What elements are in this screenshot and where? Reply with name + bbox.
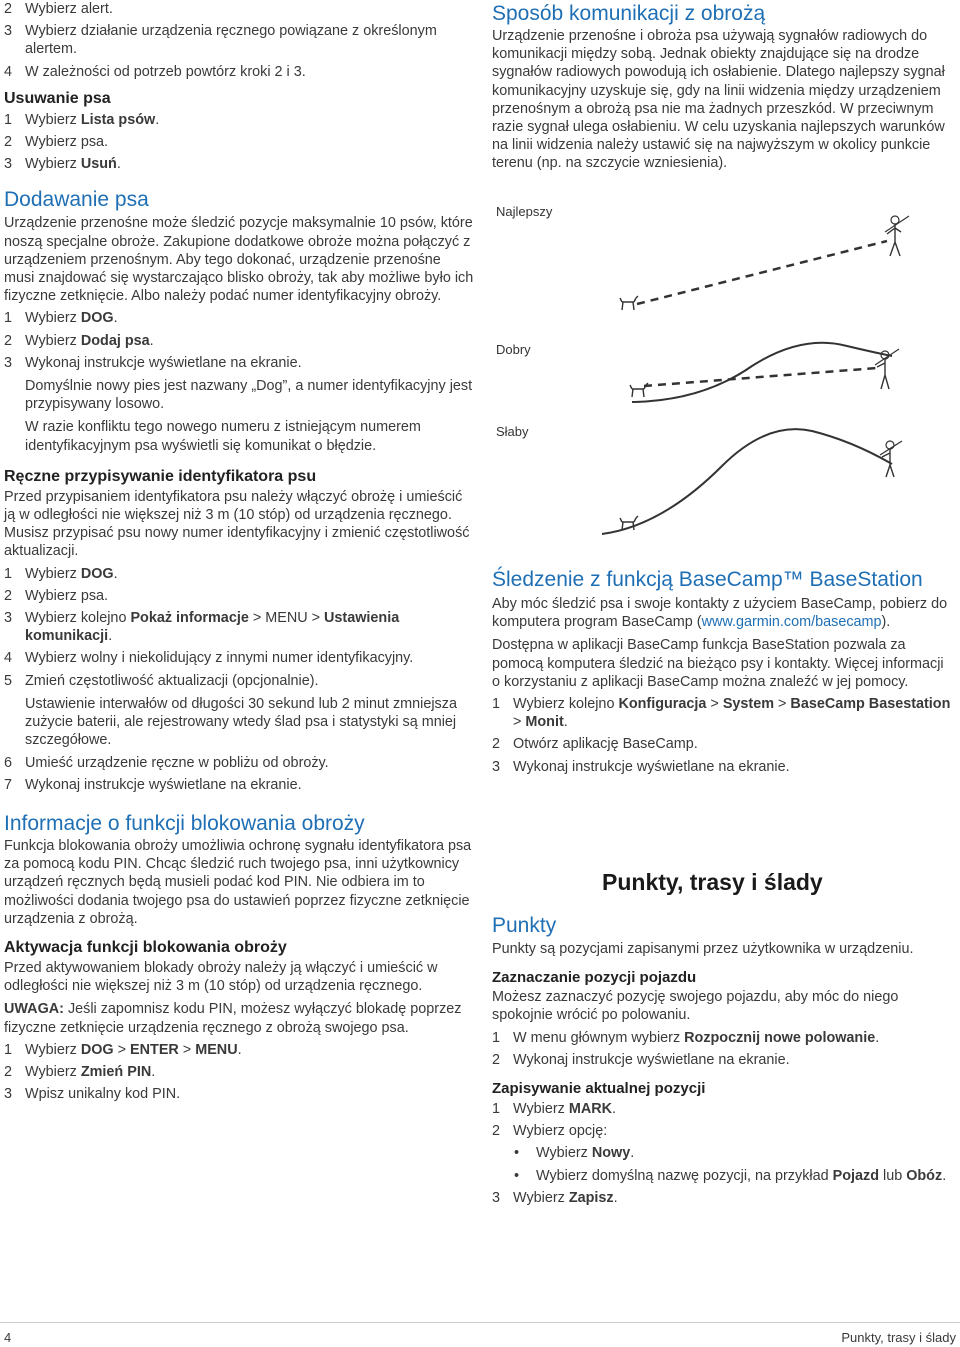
list-item: 3 Wykonaj instrukcje wyświetlane na ekranie. [492,758,790,775]
hill-weak [602,429,892,534]
chapter-title: Punkty, trasy i ślady [602,869,823,895]
hunter-icon [885,216,909,256]
label-good: Dobry [496,342,531,357]
basecamp-link[interactable]: www.garmin.com/basecamp [701,614,882,631]
section-heading-dodawanie: Dodawanie psa [4,188,149,212]
paragraph: Możesz zaznaczyć pozycję swojego pojazdu, aby móc do niego spokojnie wrócić po polowaniu. [492,989,899,1024]
list-item: 1 Wybierz DOG > ENTER > MENU. [4,1041,242,1058]
list-item: 1 W menu głównym wybierz Rozpocznij nowe polowanie. [492,1029,880,1046]
hill-good [632,343,892,402]
section-heading-punkty: Punkty [492,914,557,937]
right-column-bottom [492,914,954,1207]
list-item: 2 Otwórz aplikację BaseCamp. [492,736,698,753]
signal-strength-figure [492,196,954,536]
list-item: 3 Wybierz działanie urządzenia ręcznego powiązane z określonym alertem. [4,23,437,58]
list-item: 5 Zmień częstotliwość aktualizacji (opcjonalnie). [4,672,319,689]
section-heading-reczne: Ręczne przypisywanie identyfikatora psu [4,467,317,485]
list-item: 4 Wybierz wolny i niekolidujący z innymi numer identyfikacyjny. [4,650,414,667]
paragraph: Urządzenie przenośne może śledzić pozycje maksymalnie 10 psów, które noszą specjalne obroże. Zakupione dodatkowe obroże można połączyć z urządzeniem przenośnym. Aby tego dokonać, urządzenie przenośne musi znajdować się wystarczająco blisko obroży, tak aby możliwe było ich fizyczne zetknięcie. Albo należy podać numer identyfikacyjny obroży. [4,215,474,305]
label-best: Najlepszy [496,204,553,219]
list-item: 2 Wybierz psa. [4,134,109,151]
dog-icon [630,383,648,397]
list-item: 1 Wybierz MARK. [492,1101,617,1118]
bullet-item: • Wybierz Nowy. [514,1145,635,1162]
section-heading-pojazd: Zaznaczanie pozycji pojazdu [492,969,697,987]
list-item: 1 Wybierz kolejno Konfiguracja > System > BaseCamp Basestation > Monit. [492,696,951,731]
list-item: 3 Wybierz Usuń. [4,156,121,173]
signal-line-good [644,368,877,386]
list-item: 2 Wybierz opcję: [492,1123,608,1140]
footer-section-title: Punkty, trasy i ślady [841,1330,956,1345]
section-heading-aktywacja: Aktywacja funkcji blokowania obroży [4,938,287,956]
list-item: 3 Wpisz unikalny kod PIN. [4,1086,181,1103]
paragraph: Urządzenie przenośne i obroża psa używają sygnałów radiowych do komunikacji między sobą. Jednak obiekty znajdujące się na drodze sygnałów radiowych powodują ich osłabienie. Dlatego najlepszy sygnał komunikacyjny uzyskuje się, gdy na linii widzenia między urządzeniem przenośnym a obrożą psa nie ma żadnych przeszkód. W przeciwnym razie sygnał ulega osłabieniu. W celu uzyskania najlepszych warunków na linii widzenia należy ustawić się na najwyższym w okolicy punkcie terenu (np. na szczycie wzniesienia). [492,28,945,172]
list-item: 7 Wykonaj instrukcje wyświetlane na ekranie. [4,776,302,793]
list-item: 2 Wybierz Zmień PIN. [4,1063,156,1080]
paragraph: Przed przypisaniem identyfikatora psu należy włączyć obrożę i umieścić ją w odległości nie większej niż 3 m (10 stóp) od urządzenia ręcznego. Musisz przypisać psu nowy numer identyfikacyjny i zmienić częstotliwość aktualizacji. [4,488,470,560]
page-number: 4 [4,1330,12,1345]
list-item: 2 Wybierz alert. [4,1,113,17]
right-column [492,0,954,173]
left-column [4,0,474,1103]
right-column-lower [492,568,954,776]
list-item: 6 Umieść urządzenie ręczne w pobliżu od obroży. [4,754,329,771]
list-item: 2 Wybierz Dodaj psa. [4,332,154,349]
dog-icon [620,296,638,310]
list-item: 4 W zależności od potrzeb powtórz kroki 2 i 3. [4,63,306,80]
paragraph: Aby móc śledzić psa i swoje kontakty z użyciem BaseCamp, pobierz do komputera program BaseCamp (www.garmin.com/basecamp). [492,596,948,631]
label-weak: Słaby [496,424,529,439]
paragraph: Dostępna w aplikacji BaseCamp funkcja BaseStation pozwala za pomocą komputera śledzić na bieżąco psy i kontakty. Więcej informacji o korzystaniu z aplikacji BaseCamp można znaleźć w jej pomocy. [492,637,944,690]
bullet-item: • Wybierz domyślną nazwę pozycji, na przykład Pojazd lub Obóz. [514,1167,947,1184]
signal-line-best [637,241,887,304]
list-item: 3 Wybierz Zapisz. [492,1189,618,1206]
list-item: 1 Wybierz Lista psów. [4,111,160,128]
note: Domyślnie nowy pies jest nazwany „Dog”, a numer identyfikacyjny jest przypisywany losowo. [25,378,473,413]
section-heading-zapis: Zapisywanie aktualnej pozycji [492,1080,706,1098]
list-item: 2 Wybierz psa. [4,587,109,604]
section-heading-blokowanie: Informacje o funkcji blokowania obroży [4,811,365,835]
paragraph: Funkcja blokowania obroży umożliwia ochronę sygnału identyfikatora psa za pomocą kodu PIN. Chcąc śledzić ruch twojego psa, inni użytkownicy urządzeń ręcznych będą musieli podać kod PIN. Nie odbiera im to możliwości dodania twojego psa do ustawień poprzez fizyczne zetknięcie urządzenia z obrożą. [4,837,472,927]
list-item: 2 Wykonaj instrukcje wyświetlane na ekranie. [492,1051,790,1068]
signal-diagram [492,196,954,536]
footer-divider [0,1322,960,1323]
section-heading-sposob: Sposób komunikacji z obrożą [492,2,766,25]
section-heading-usuwanie: Usuwanie psa [4,89,111,107]
section-heading-basecamp: Śledzenie z funkcją BaseCamp™ BaseStation [492,568,923,591]
paragraph: Przed aktywowaniem blokady obroży należy ją włączyć i umieścić w odległości nie większej niż 3 m (10 stóp) od urządzenia ręcznego. [4,959,438,995]
paragraph: Punkty są pozycjami zapisanymi przez użytkownika w urządzeniu. [492,941,914,957]
note: Ustawienie interwałów od długości 30 sekund lub 2 minut zmniejsza zużycie baterii, ale rejestrowany wtedy ślad psa i statystyki są mniej szczegółowe. [25,695,457,749]
list-item: 1 Wybierz DOG. [4,565,118,582]
list-item: 3 Wykonaj instrukcje wyświetlane na ekranie. [4,354,302,371]
warning-note: UWAGA: Jeśli zapomnisz kodu PIN, możesz wyłączyć blokadę poprzez fizyczne zetknięcie urządzenia ręcznego z obrożą swojego psa. [4,1001,462,1036]
note: W razie konfliktu tego nowego numeru z istniejącym numerem identyfikacyjnym psa wyświetli się komunikat o błędzie. [25,419,421,454]
list-item: 3 Wybierz kolejno Pokaż informacje > MENU > Ustawienia komunikacji. [4,610,400,645]
list-item: 1 Wybierz DOG. [4,310,118,327]
